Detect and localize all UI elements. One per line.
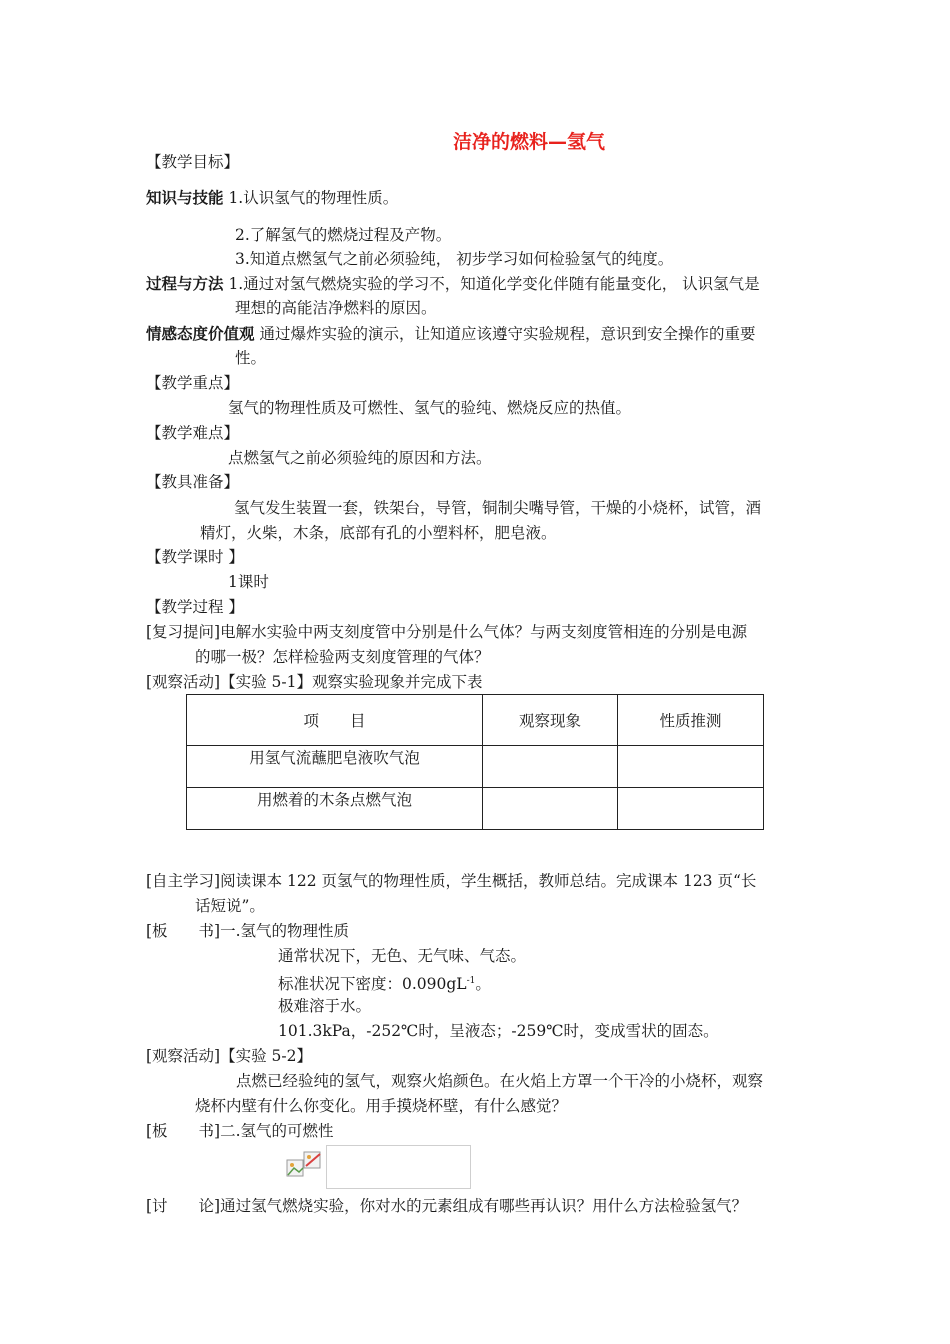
process-heading: 【教学过程 】 [146,598,244,616]
process-line-2: 理想的高能洁净燃料的原因。 [235,299,437,317]
hours-heading: 【教学课时 】 [146,548,244,566]
density-text: 标准状况下密度：0.090gL [278,975,467,994]
document-title: 洁净的燃料—氢气 [453,131,606,153]
key-point-heading: 【教学重点】 [146,374,240,392]
observe-2-line-1: 点燃已经验纯的氢气，观察火焰颜色。在火焰上方罩一个干冷的小烧杯，观察 [236,1072,764,1090]
board-1-point-4: 101.3kPa，-252℃时，呈液态；-259℃时，变成雪状的固态。 [278,1022,719,1040]
density-exponent: -1 [466,976,476,986]
process-line-1 [146,274,760,294]
hours-text: 1课时 [228,573,269,591]
knowledge-text-1: 1.认识氢气的物理性质。 [223,189,399,207]
table-cell [483,788,618,830]
observe-2-label: [观察活动]【实验 5-2】 [146,1047,312,1065]
table-row [187,746,764,788]
self-study-line-1: [自主学习]阅读课本 122 页氢气的物理性质，学生概括，教师总结。完成课本 123 页“长 [146,872,757,890]
broken-image-icon [286,1150,326,1184]
table-cell [618,746,764,788]
board-1-point-1: 通常状况下，无色、无气味、气态。 [278,947,527,965]
process-label: 过程与方法 [146,274,224,293]
board-1-point-2 [278,971,491,994]
table-cell [483,746,618,788]
table-header-inference: 性质推测 [618,695,764,746]
process-text-1: 1.通过对氢气燃烧实验的学习不，知道化学变化伴随有能量变化， 认识氢气是 [223,275,760,293]
emotion-line-1 [146,324,755,344]
knowledge-label: 知识与技能 [146,188,224,207]
observe-2-line-2: 烧杯内壁有什么你变化。用手摸烧杯壁，有什么感觉？ [195,1097,568,1115]
table-header-item: 项 目 [187,695,483,746]
table-header-row [187,695,764,746]
knowledge-line-3: 3.知道点燃氢气之前必须验纯， 初步学习如何检验氢气的纯度。 [235,250,674,268]
self-study-line-2: 话短说”。 [195,897,265,915]
difficulty-heading: 【教学难点】 [146,424,240,442]
observation-table [186,694,764,830]
difficulty-text: 点燃氢气之前必须验纯的原因和方法。 [228,449,492,467]
board-1-label: [板 书]一.氢气的物理性质 [146,922,350,940]
density-suffix: 。 [475,975,491,994]
key-point-text: 氢气的物理性质及可燃性、氢气的验纯、燃烧反应的热值。 [228,399,632,417]
table-cell: 用氢气流蘸肥皂液吹气泡 [187,746,483,788]
table-row [187,788,764,830]
goals-heading: 【教学目标】 [146,153,240,171]
prep-line-2: 精灯，火柴，木条，底部有孔的小塑料杯，肥皂液。 [200,524,557,542]
prep-heading: 【教具准备】 [146,473,240,491]
emotion-text-1: 通过爆炸实验的演示，让知道应该遵守实验规程，意识到安全操作的重要 [254,325,756,343]
discussion-line: [讨 论]通过氢气燃烧实验，你对水的元素组成有哪些再认识？用什么方法检验氢气？ [146,1197,748,1215]
review-line-2: 的哪一极？怎样检验两支刻度管理的气体？ [195,648,490,666]
prep-line-1: 氢气发生装置一套，铁架台，导管，铜制尖嘴导管，干燥的小烧杯，试管，酒 [234,499,762,517]
knowledge-line-1 [146,188,398,208]
board-1-point-3: 极难溶于水。 [278,997,372,1015]
emotion-line-2: 性。 [235,349,267,367]
observe-line-1: [观察活动]【实验 5-1】观察实验现象并完成下表 [146,673,483,691]
review-line-1: [复习提问]电解水实验中两支刻度管中分别是什么气体？与两支刻度管相连的分别是电源 [146,623,748,641]
image-placeholder [326,1145,471,1189]
emotion-label: 情感态度价值观 [146,324,255,343]
table-cell [618,788,764,830]
table-header-observation: 观察现象 [483,695,618,746]
board-2-label: [板 书]二.氢气的可燃性 [146,1122,334,1140]
table-cell: 用燃着的木条点燃气泡 [187,788,483,830]
knowledge-line-2: 2.了解氢气的燃烧过程及产物。 [235,226,452,244]
